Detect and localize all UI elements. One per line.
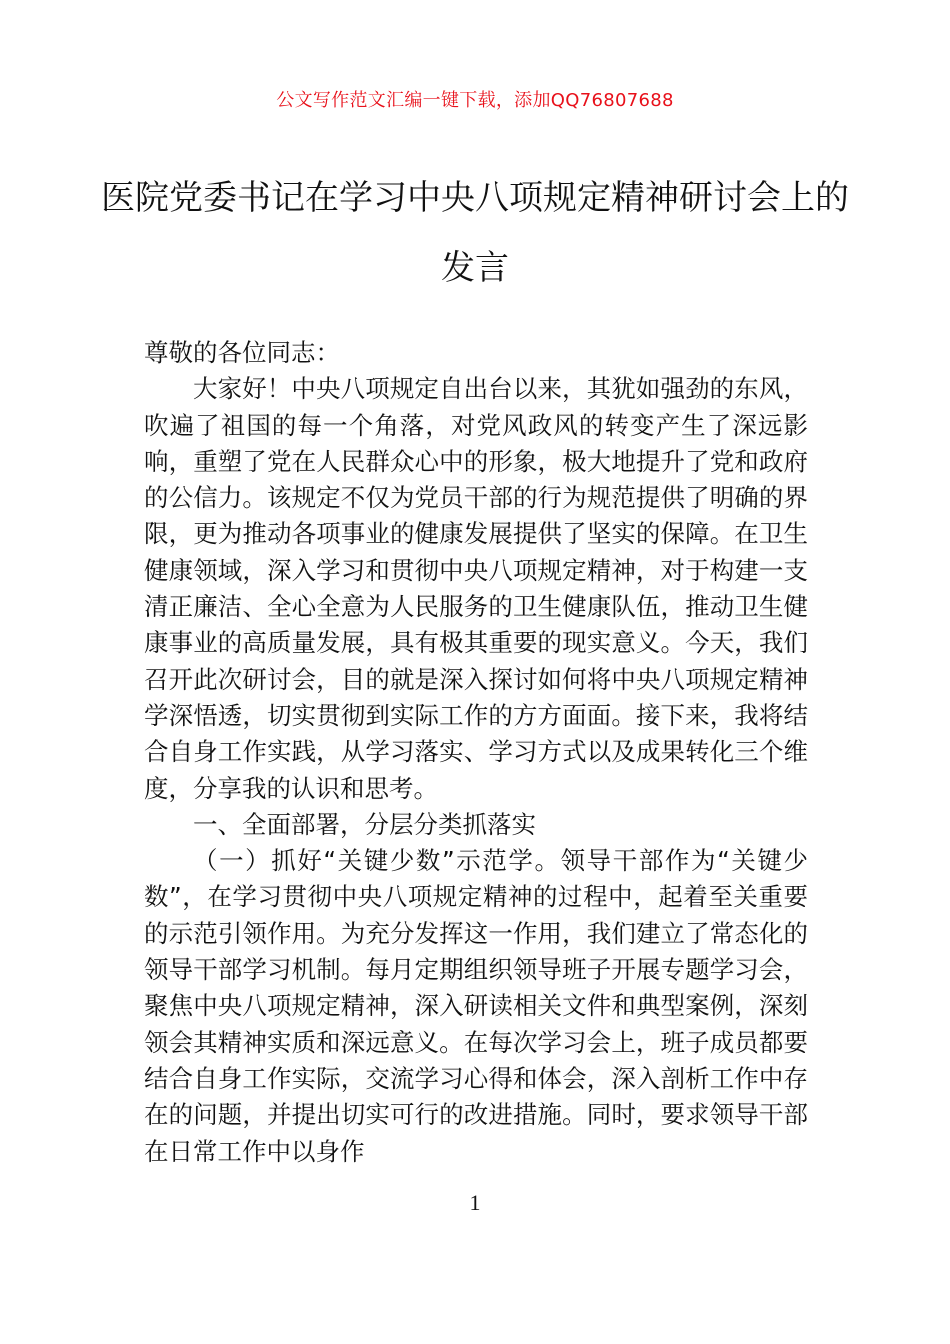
document-body [144, 335, 808, 1170]
paragraph-subsection: （一）抓好“关键少数”示范学。领导干部作为“关键少数”，在学习贯彻中央八项规定精神的过程中，起着至关重要的示范引领作用。为充分发挥这一作用，我们建立了常态化的领导干部学习机制。每月定期组织领导班子开展专题学习会，聚焦中央八项规定精神，深入研读相关文件和典型案例，深刻领会其精神实质和深远意义。在每次学习会上，班子成员都要结合自身工作实际，交流学习心得和体会，深入剖析工作中存在的问题，并提出切实可行的改进措施。同时，要求领导干部在日常工作中以身作 [144, 846, 808, 1166]
salutation: 尊敬的各位同志： [144, 338, 340, 367]
download-notice: 公文写作范文汇编一键下载，添加QQ76807688 [276, 90, 674, 111]
document-title: 医院党委书记在学习中央八项规定精神研讨会上的发言 [101, 178, 849, 288]
page-number: 1 [469, 1190, 481, 1215]
paragraph-intro: 大家好！中央八项规定自出台以来，其犹如强劲的东风，吹遍了祖国的每一个角落，对党风政风的转变产生了深远影响，重塑了党在人民群众心中的形象，极大地提升了党和政府的公信力。该规定不仅为党员干部的行为规范提供了明确的界限，更为推动各项事业的健康发展提供了坚实的保障。在卫生健康领域，深入学习和贯彻中央八项规定精神，对于构建一支清正廉洁、全心全意为人民服务的卫生健康队伍，推动卫生健康事业的高质量发展，具有极其重要的现实意义。今天，我们召开此次研讨会，目的就是深入探讨如何将中央八项规定精神学深悟透，切实贯彻到实际工作的方方面面。接下来，我将结合自身工作实践，从学习落实、学习方式以及成果转化三个维度，分享我的认识和思考。 [144, 374, 808, 803]
section-heading: 一、全面部署，分层分类抓落实 [193, 809, 536, 839]
